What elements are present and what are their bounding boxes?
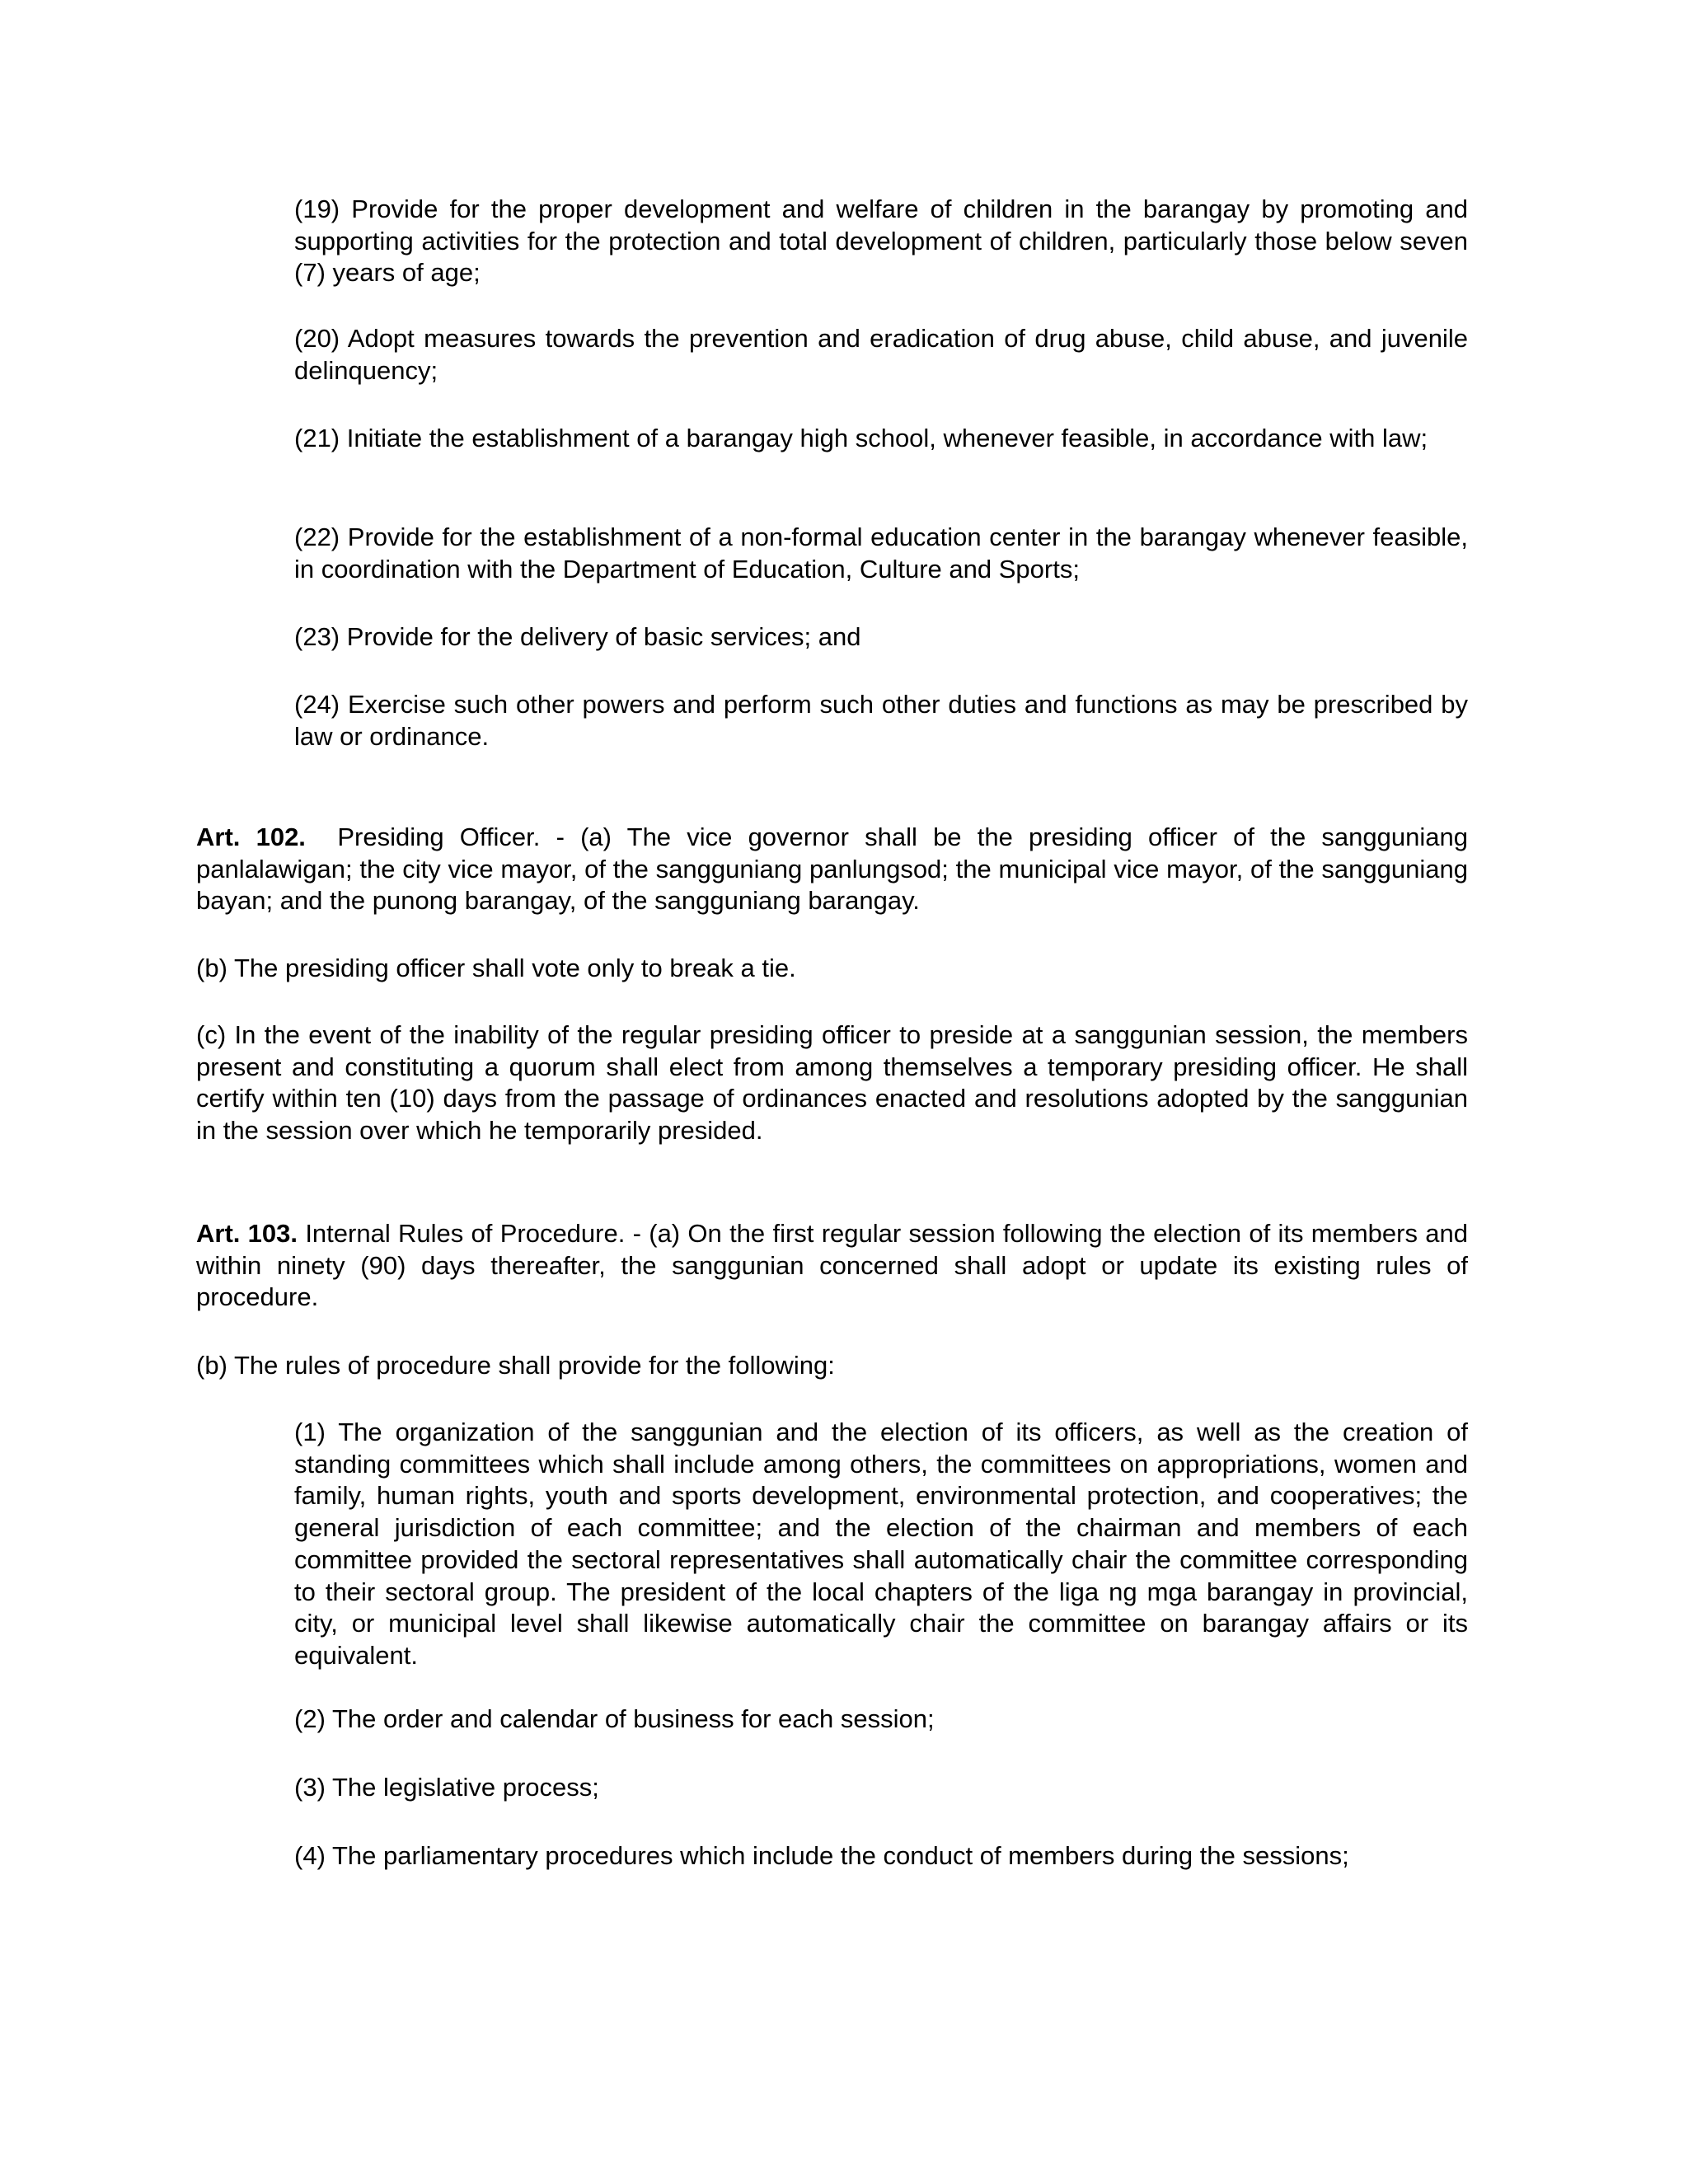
article-103-label: Art. 103.	[196, 1219, 298, 1248]
article-102-b: (b) The presiding officer shall vote only to break a tie.	[196, 954, 796, 982]
rule-item-2: (2) The order and calendar of business for each session;	[294, 1704, 935, 1733]
article-103-intro	[196, 1218, 1468, 1314]
item-19: (19) Provide for the proper development and welfare of children in the barangay by promoting and supporting activities for the protection and total development of children, particularly those below seven (7) years of age;	[294, 194, 1468, 288]
article-103-text: Internal Rules of Procedure. - (a) On the first regular session following the election of its members and within ninety (90) days thereafter, the sanggunian concerned shall adopt or update its existing rules of procedure.	[196, 1219, 1468, 1312]
rule-item-4: (4) The parliamentary procedures which include the conduct of members during the sessions;	[294, 1841, 1349, 1870]
article-102-label: Art. 102.	[196, 823, 306, 851]
rule-item-3: (3) The legislative process;	[294, 1773, 599, 1802]
item-23: (23) Provide for the delivery of basic services; and	[294, 622, 861, 651]
item-24: (24) Exercise such other powers and perform such other duties and functions as may be prescribed by law or ordinance.	[294, 690, 1468, 751]
article-103-b: (b) The rules of procedure shall provide for the following:	[196, 1351, 835, 1380]
article-102-text: Presiding Officer. - (a) The vice governor shall be the presiding officer of the sangguniang panlalawigan; the city vice mayor, of the sangguniang panlungsod; the municipal vice mayor, of the sangguniang bayan; and the punong barangay, of the sangguniang barangay.	[196, 823, 1468, 916]
item-22: (22) Provide for the establishment of a non-formal education center in the barangay whenever feasible, in coordination with the Department of Education, Culture and Sports;	[294, 523, 1468, 583]
article-102-c: (c) In the event of the inability of the regular presiding officer to preside at a sanggunian session, the members present and constituting a quorum shall elect from among themselves a temporary presiding officer. He shall certify within ten (10) days from the passage of ordinances enacted and resolutions adopted by the sanggunian in the session over which he temporarily presided.	[196, 1020, 1468, 1146]
item-20: (20) Adopt measures towards the prevention and eradication of drug abuse, child abuse, and juvenile delinquency;	[294, 324, 1468, 385]
item-21: (21) Initiate the establishment of a barangay high school, whenever feasible, in accordance with law;	[294, 424, 1428, 452]
article-102-intro	[196, 822, 1468, 917]
rule-item-1: (1) The organization of the sanggunian and the election of its officers, as well as the creation of standing committees which shall include among others, the committees on appropriations, women and family, human rights, youth and sports development, environmental protection, and cooperatives; the general jurisdiction of each committee; and the election of the chairman and members of each committee provided the sectoral representatives shall automatically chair the committee corresponding to their sectoral group. The president of the local chapters of the liga ng mga barangay in provincial, city, or municipal level shall likewise automatically chair the committee on barangay affairs or its equivalent.	[294, 1418, 1468, 1670]
